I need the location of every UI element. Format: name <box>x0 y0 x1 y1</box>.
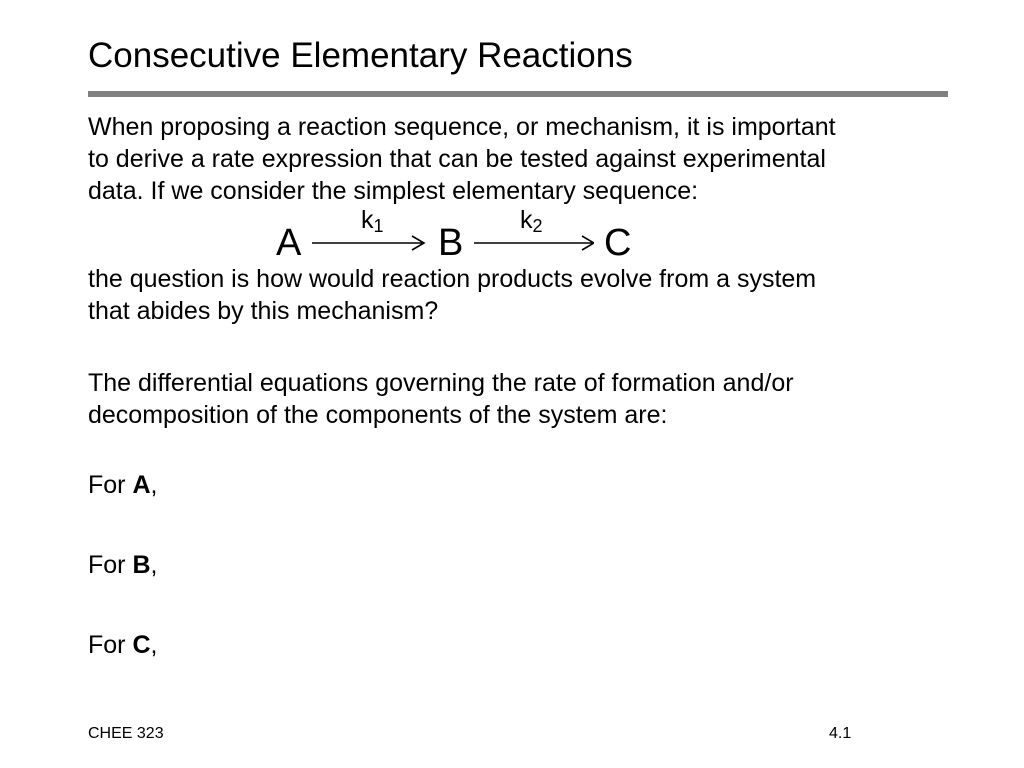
intro-paragraph <box>88 111 836 207</box>
k2-letter: k <box>520 206 533 234</box>
for-prefix: For <box>88 631 133 659</box>
rate-constant-k1 <box>361 205 384 241</box>
for-species-b-row <box>88 549 157 581</box>
intro-line: When proposing a reaction sequence, or mechanism, it is important <box>88 113 836 141</box>
question-paragraph <box>88 263 816 327</box>
for-species-a-row <box>88 469 157 501</box>
footer-course: CHEE 323 <box>88 725 164 742</box>
for-species-label: B <box>132 551 151 579</box>
for-species-c-row <box>88 629 157 661</box>
intro-line: to derive a rate expression that can be tested against experimental <box>88 145 826 173</box>
species-a: A <box>276 222 302 264</box>
for-prefix: For <box>88 471 133 499</box>
diffeq-line: The differential equations governing the rate of formation and/or <box>88 369 794 397</box>
question-line: the question is how would reaction products evolve from a system <box>88 265 817 293</box>
for-suffix: , <box>150 551 158 579</box>
slide-title: Consecutive Elementary Reactions <box>88 36 633 75</box>
species-b: B <box>438 222 464 264</box>
reaction-scheme <box>276 205 656 265</box>
intro-line: data. If we consider the simplest elementary sequence: <box>88 177 699 205</box>
rate-constant-k2 <box>520 205 543 241</box>
title-divider <box>88 91 948 97</box>
species-c: C <box>604 222 632 264</box>
for-suffix: , <box>150 471 158 499</box>
k1-subscript: 1 <box>373 216 384 236</box>
k2-subscript: 2 <box>532 216 543 236</box>
for-suffix: , <box>150 631 158 659</box>
for-species-label: C <box>132 631 151 659</box>
diffeq-line: decomposition of the components of the system are: <box>88 401 668 429</box>
question-line: that abides by this mechanism? <box>88 297 439 325</box>
for-species-label: A <box>132 471 151 499</box>
diffeq-paragraph <box>88 367 794 431</box>
footer-page-number: 4.1 <box>829 725 852 742</box>
for-prefix: For <box>88 551 133 579</box>
k1-letter: k <box>361 206 374 234</box>
